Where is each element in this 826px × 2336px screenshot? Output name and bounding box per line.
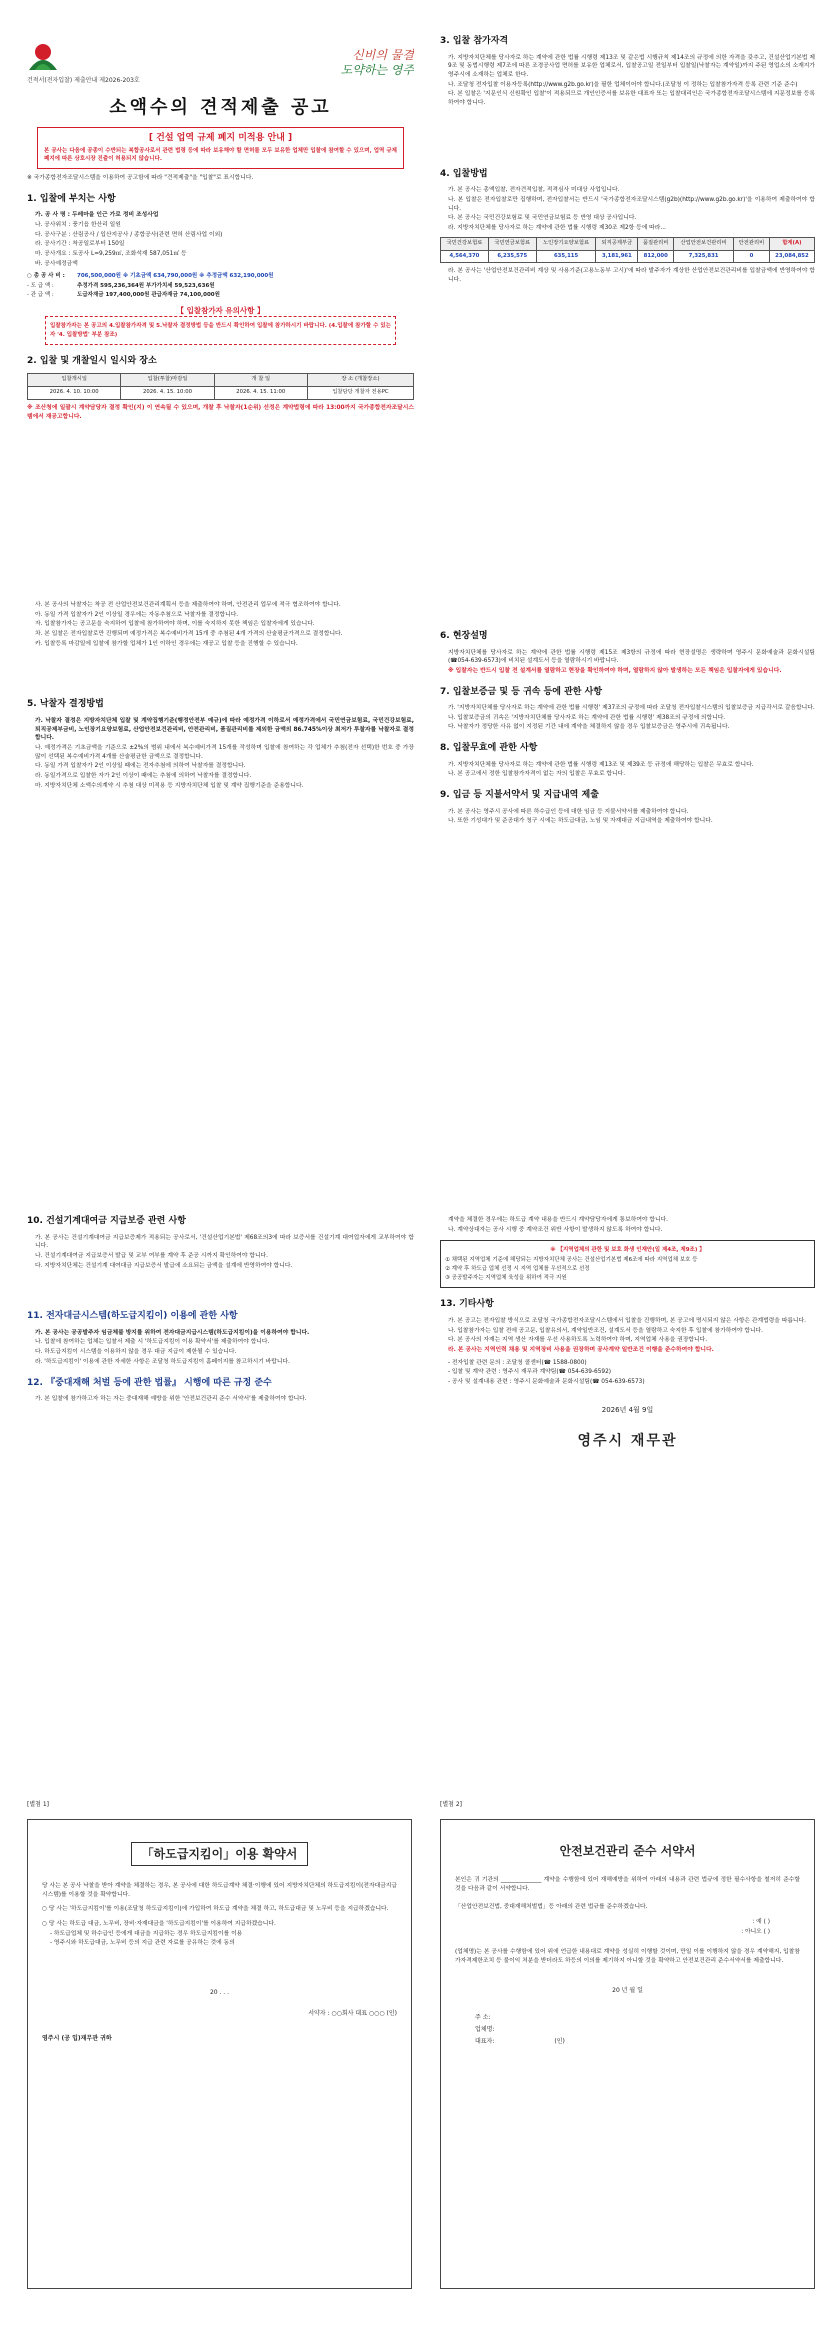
bid-schedule-table	[27, 373, 414, 400]
s5-line: 라. 동일가격으로 입찰한 자가 2인 이상이 때에는 추첨에 의하여 낙찰자를 결정합니다.	[35, 773, 252, 780]
answer-yes: : 예 ( )	[752, 1919, 770, 1926]
notice-box	[37, 127, 404, 169]
amount-row: ○ 총 공 사 비 : 706,500,000원 ※ 기초금액 634,790,000원 ※ 추정금액 632,190,000원	[27, 273, 274, 280]
s4-line: 나. 본 입찰은 전자입찰로만 집행하며, 전자입찰서는 반드시 '국가종합전자조달시스템(g2b)(http://www.g2b.go.kr)'을 이용하여 제출하여야 합니다.	[448, 196, 815, 212]
paragraph: (업체명)는 본 공사를 수행함에 있어 위에 언급한 내용대로 계약을 성실히 이행할 것이며, 만일 이를 이행하지 않을 경우 계약해지, 입찰참가자격제한조치 등 불이익 처분을 받더라도 하등의 이의를 제기하지 아니할 것을 확약하고 안전보건관리 준수서약서를 제출합니다.	[455, 1949, 800, 1965]
section-6-title: 6. 현장설명	[440, 631, 488, 641]
section-9-title: 9. 입금 등 지불서약서 및 지급내역 제출	[440, 790, 599, 800]
s7-line: 다. 낙찰자가 정당한 사유 없이 지정된 기간 내에 계약을 체결하지 않을 경우 입찰보증금은 영주시에 귀속됩니다.	[448, 724, 730, 731]
company-field: 업체명:	[475, 2025, 495, 2033]
notice-heading: [ 건설 업역 규제 폐지 미적용 안내 ]	[148, 133, 293, 143]
annex-label: [별첨 1]	[27, 1801, 49, 1808]
annex-2	[440, 1800, 815, 2310]
attention-body: 입찰참가자는 본 공고의 4.입찰참가자격 및 5.낙찰자 결정방법 등을 반드시 확인하여 입찰에 참가하시기 바랍니다. (4.입찰에 참가할 수 있는 자 '4. 입찰방법' 부분 참조)	[50, 323, 391, 338]
intro-note: ※ 국가종합전자조달시스템을 이용하여 공고함에 따라 "견적제출"을 "입찰"로 표시합니다.	[27, 175, 254, 181]
law-box-line: ③ 공공발주자는 지역업체 육성을 위하여 적극 지원	[445, 1275, 567, 1282]
table-cell: 입찰담당 개찰자 전용PC	[307, 387, 413, 400]
paragraph: 사. 본 공사의 낙찰자는 착공 전 산업안전보건관리계획서 등을 제출하여야 하며, 안전관리 업무에 적극 협조하여야 합니다.	[35, 602, 341, 608]
table-header: 국민연금보험료	[488, 237, 536, 250]
section-5-title: 5. 낙찰자 결정방법	[27, 699, 104, 710]
paragraph: 나. 계약상대자는 공사 시행 중 계약조건 위반 사항이 발생하지 않도록 하여야 합니다.	[448, 1226, 663, 1233]
attention-box	[45, 316, 396, 345]
section-10-title: 10. 건설기계대여금 지급보증 관련 사항	[27, 1216, 186, 1226]
doc-number: 건적서(전자입찰) 제출안내 제2026-203호	[27, 77, 140, 84]
s3-line: 나. 조달청 전자입찰 이용자등록(http://www.g2b.go.kr)을 필한 업체이어야 합니다.(조달청 이 정하는 입찰참가자격 등록 관련 기준 준수)	[448, 81, 798, 88]
section-3-title: 3. 입찰 참가자격	[440, 36, 509, 46]
s1-line: 나. 공사위치 : 풍기읍 한산리 일원	[35, 221, 121, 228]
page-lower-right	[440, 1215, 815, 1775]
paragraph: 본인은 귀 기관의 ______________ 계약을 수행함에 있어 재해예방을 위하여 아래의 내용과 관련 법규에 정한 필수사항을 철저히 준수할 것을 다음과 같이 서약합니다.	[455, 1877, 800, 1892]
s6-line: 지방자치단체를 당사자로 하는 계약에 관한 법률 시행령 제15조 제3항의 규정에 따라 현장설명은 생략하며 영주시 문화예술과 문화시설팀(☎054-639-6573)에 비치된 설계도서 등을 열람하시기 바랍니다.	[448, 649, 815, 665]
s10-line: 다. 지방자치단체는 건설기계 대여대금 지급보증서 발급에 소요되는 금액을 설계에 반영하여야 합니다.	[35, 1262, 293, 1269]
contact-line: - 전자입찰 관련 문의 : 조달청 콜센터(☎ 1588-0800)	[448, 1359, 587, 1366]
amounts	[27, 272, 414, 299]
table-cell: 3,181,961	[596, 250, 638, 263]
section-8-title: 8. 입찰무효에 관한 사항	[440, 743, 538, 754]
s6-line: ※ 입찰자는 반드시 입찰 전 설계서를 열람하고 현장을 확인하여야 하며, 열람하지 않아 발생하는 모든 책임은 입찰자에게 있습니다.	[448, 667, 782, 674]
s5-line: 다. 동일 가격 입찰자가 2인 이상일 때에는 전자추첨에 의하여 낙찰자를 결정합니다.	[35, 763, 246, 770]
table-cell: 2026. 4. 15. 11:00	[214, 387, 307, 400]
table-header: 안전관리비	[733, 237, 769, 250]
section-12-title: 12. 『중대재해 처벌 등에 관한 법률』 시행에 따른 규정 준수	[27, 1377, 272, 1388]
s1-line: 마. 공사개요 : 토공사 L=9,259㎡, 조화석재 587,051㎡ 등	[35, 250, 187, 257]
table-header: 국민건강보험료	[441, 237, 489, 250]
notice-date: 2026년 4월 9일	[601, 1405, 654, 1414]
yeongju-logo-icon	[27, 40, 59, 72]
s8-line: 가. 지방자치단체를 당사자로 하는 계약에 관한 법률 시행령 제13조 및 제39조 등 규정에 해당하는 입찰은 무효로 합니다.	[448, 761, 754, 768]
table-header: 개 찰 일	[214, 374, 307, 387]
s5-line: 마. 지방자치단체 소액수의계약 시 추첨 대상 미적용 등 지방자치단체 입찰 및 계약 집행기준을 준용합니다.	[35, 782, 304, 789]
table-header: 입찰개시일	[28, 374, 121, 387]
s10-line: 가. 본 공사는 건설기계대여금 지급보증제가 적용되는 공사로서, '건설산업기본법' 제68조의3에 따라 보증서를 건설기계 대여업자에게 교부하여야 합니다.	[35, 1234, 414, 1250]
insurance-table	[440, 237, 815, 264]
table-header: 합계(A)	[769, 237, 814, 250]
annex-date: 20 . . .	[209, 1989, 230, 1997]
table-cell: 0	[733, 250, 769, 263]
table-cell: 2026. 4. 15. 10:00	[121, 387, 214, 400]
s1-line: 다. 공사구분 : 산림공사 / 입산지공사 / 종합공사(관련 면허 산림사업 이외)	[35, 231, 223, 238]
annex-label: [별첨 2]	[440, 1801, 462, 1808]
table-cell: 635,115	[536, 250, 596, 263]
s10-line: 나. 건설기계대여금 지급보증서 발급 및 교부 여부를 계약 후 준공 시까지 확인하여야 합니다.	[35, 1252, 268, 1259]
s3-line: 가. 지방자치단체를 당사자로 하는 계약에 관한 법률 시행령 제13조 및 같은법 시행규칙 제14조의 규정에 의한 자격을 갖추고, 건설산업기본법 제9조 및 동법시행령 제7조에 따른 조경공사업 면허를 보유한 업체로서, 입찰공고일 전일부터 입찰일(낙찰자는 계약일)까지 주된 영업소의 소재지가 영주시에 소재하는 업체로 한다.	[448, 54, 815, 78]
paragraph: 계약을 체결한 경우에는 하도급 계약 내용을 반드시 계약담당자에게 통보하여야 합니다.	[448, 1217, 669, 1223]
table-cell: 812,000	[638, 250, 674, 263]
s1-line: 바. 공사예정금액	[35, 260, 78, 267]
s11-line: 나. 입찰에 참여하는 업체는 입찰서 제출 시 '하도급지킴이 이용 확약서'를 제출하여야 합니다.	[35, 1339, 270, 1346]
table-cell: 4,564,370	[441, 250, 489, 263]
annex-1	[27, 1800, 412, 2310]
paragraph: 당 사는 본 공사 낙찰을 받아 계약을 체결하는 경우, 본 공사에 대한 하도급계약 체결·이행에 있어 지방자치단체의 하도급지킴이(전자대금지급시스템)를 이용할 것을 확약합니다.	[42, 1883, 397, 1898]
s11-line: 가. 본 공사는 공공발주자 임금체불 방지를 위하여 전자대금지급시스템(하도급지킴이)을 이용하여야 합니다.	[35, 1329, 310, 1336]
page-middle-left	[27, 600, 414, 1160]
section-4-title: 4. 입찰방법	[440, 168, 488, 179]
s4-line: 다. 본 공사는 국민건강보험료 및 국민연금보험료 등 반영 대상 공사입니다.	[448, 215, 637, 222]
annex-1-box	[27, 1819, 412, 2289]
section-13-title: 13. 기타사항	[440, 1299, 494, 1310]
table-cell: 23,084,852	[769, 250, 814, 263]
issuing-org: 영주시 재무관	[577, 1433, 678, 1450]
annex-2-title: 안전보건관리 준수 서약서	[559, 1844, 696, 1858]
table-header: 품질관리비	[638, 237, 674, 250]
section-11-title: 11. 전자대금시스템(하도급지킴이) 이용에 관한 사항	[27, 1311, 238, 1322]
annex-2-box	[440, 1819, 815, 2289]
section-7-title: 7. 입찰보증금 및 등 귀속 등에 관한 사항	[440, 686, 603, 697]
law-box	[440, 1240, 815, 1288]
amount-row: - 도 급 액 : 추정가격 595,236,364원 부가가치세 59,523,636원	[27, 282, 215, 289]
s1-line: 라. 공사기간 : 착공일로부터 150일	[35, 241, 125, 248]
address-field: 주 소:	[475, 2013, 491, 2021]
s12-line: 가. 본 입찰에 참가하고자 하는 자는 중대재해 예방을 위한 '안전보건관리 준수 서약서'를 제출하여야 합니다.	[35, 1396, 307, 1402]
contact-line: - 공사 및 설계내용 관련 : 영주시 문화예술과 문화시설팀(☎ 054-639-6573)	[448, 1379, 645, 1385]
annex-item: - 영주시와 하도급대금, 노무비 등의 지급 관련 자료를 공유하는 것에 동의	[50, 1940, 235, 1947]
schedule-note: ※ 조산청에 일괄시 계약담당자 결정 확인(지) 이 연속될 수 있으며, 개찰 후 낙찰자(1순위) 선정은 계약법령에 따라 13:00까지 국가종합전자조달시스템에서 재공고합니다.	[27, 405, 414, 420]
s7-line: 나. 입찰보증금의 귀속은 '지방자치단체를 당사자로 하는 계약에 관한 법률 시행령' 제38조의 규정에 의합니다.	[448, 714, 726, 721]
s13-line: 나. 입찰참가자는 입찰 전에 공고문, 입찰유의서, 계약일반조건, 설계도서 등을 열람하고 숙지한 후 입찰에 참가하여야 합니다.	[448, 1327, 764, 1334]
paragraph: 카. 입찰등록 마감일에 입찰에 참가할 업체가 1인 이하인 경우에는 재공고 입찰 등을 진행할 수 있습니다.	[35, 640, 298, 647]
signer-block	[455, 2013, 800, 2046]
law-box-line: ② 계약 후 하도급 업체 선정 시 지역 업체를 우선적으로 선정	[445, 1265, 590, 1272]
annex-footer: 영주시 (공 입)재무관 귀하	[42, 2035, 112, 2043]
paragraph: 아. 동일 가격 입찰자가 2인 이상일 경우에는 자동추첨으로 낙찰자를 결정합니다.	[35, 611, 239, 618]
s3-line: 다. 본 입찰은 '지문인식 신원확인 입찰'이 적용되므로 개인인증서를 보유한 대표자 또는 입찰대리인은 국가종합전자조달시스템에 지문정보를 등록하여야 합니다.	[448, 91, 815, 106]
table-header: 퇴직공제부금	[596, 237, 638, 250]
slogan-line2: 도약하는 영주	[340, 62, 414, 77]
s13-line: 가. 본 공고는 전자입찰 방식으로 조달청 국가종합전자조달시스템에서 입찰을 진행하며, 본 공고에 명시되지 않은 사항은 관계법령을 따릅니다.	[448, 1317, 806, 1324]
annex-item: ○ 당 사는 '하도급지킴이'를 이용(조달청 하도급지킴이)에 가입하여 하도급 계약을 체결 하고, 하도급대금 및 노무비 등을 지급하겠습니다.	[42, 1906, 389, 1913]
s4-line: 라. 지방자치단체를 당사자로 하는 계약에 관한 법률 시행령 제30조 제2항 등에 따라...	[448, 224, 666, 231]
attention-heading: 【 입찰참가자 유의사항 】	[176, 306, 265, 316]
logo-block	[27, 40, 140, 85]
slogan-line1: 신비의 물결	[352, 48, 414, 63]
notice-body: 본 공사는 다음에 공종이 수반되는 복합공사로서 관련 법령 등에 따라 보유해야 할 면허를 모두 보유한 업체만 입찰에 참여할 수 있으며, 업역 규제 폐지에 따른 상호시장 진출이 허용되지 않습니다.	[44, 147, 397, 162]
law-box-line: ① 채택된 지역업체 기준에 해당되는 지방자치단체 공사는 건설산업기본법 제6조에 따라 지역업체 보호 등	[445, 1256, 698, 1263]
project-name: 가. 공 사 명 : 두레마을 인근 가로 정비 조성사업	[35, 212, 159, 219]
paragraph: 자. 입찰참가자는 공고문을 숙지하여 입찰에 참가하여야 하며, 이를 숙지하지 못한 책임은 입찰자에게 있습니다.	[35, 621, 315, 628]
page-top-right	[440, 35, 815, 575]
s11-line: 라. '하도급지킴이' 이용에 관한 자세한 사항은 조달청 하도급지킴이 홈페이지를 참고하시기 바랍니다.	[35, 1358, 290, 1365]
table-cell: 7,325,831	[674, 250, 734, 263]
law-box-title: ※ 【지역업체의 관한 및 보호 화생 인재안(일 제4조, 제9조) 】	[550, 1247, 705, 1254]
header	[27, 35, 414, 90]
annex-1-title: 「하도급지킴이」이용 확약서	[42, 1842, 397, 1866]
page-top-left	[27, 35, 414, 575]
s9-line: 나. 또한 기성대가 및 준공대가 청구 시에는 하도급대금, 노임 및 자재대금 지급내역을 제출하여야 합니다.	[448, 818, 713, 825]
s5-line: 가. 낙찰자 결정은 지방자치단체 입찰 및 계약집행기준(행정안전부 예규)에 따라 예정가격 이하로서 예정가격에서 국민연금보험료, 국민건강보험료, 퇴직공제부금비, 노인장기요양보험료, 산업안전보건관리비, 안전관리비, 품질관리비를 제외한 금액의 86.745%이상 최저가 투찰자를 낙찰자로 결정합니다.	[35, 717, 414, 742]
page-title: 소액수의 견적제출 공고	[109, 97, 332, 118]
page-middle-right	[440, 630, 815, 1130]
contact-line: - 입찰 및 계약 관련 : 영주시 재무과 계약팀(☎ 054-639-6592)	[448, 1369, 612, 1376]
ceo-field: 대표자: (인)	[475, 2037, 565, 2045]
table-header: 입찰(투찰)마감일	[121, 374, 214, 387]
table-cell: 6,235,575	[488, 250, 536, 263]
s11-line: 다. 하도급지킴이 시스템을 이용하지 않을 경우 대금 지급이 제한될 수 있습니다.	[35, 1349, 237, 1356]
table-header: 노인장기요양보험료	[536, 237, 596, 250]
annex-item: - 하도급업체 및 하수급인 등에게 대금을 지급하는 경우 하도급지킴이를 이용	[50, 1930, 243, 1937]
annex-item: ○ 당 사는 하도급 대금, 노무비, 장비·자재대금을 '하도급지킴이'를 이용하여 지급하겠습니다.	[42, 1921, 276, 1928]
table-header: 산업안전보건관리비	[674, 237, 734, 250]
amount-row: - 관 급 액 : 도급자재금 197,400,000원 관급자재금 74,100,000원	[27, 291, 220, 298]
table-header: 장 소 (개찰장소)	[307, 374, 413, 387]
s4-tail: 라. 본 공사는 '산업안전보건관리비 계상 및 사용기준(고용노동부 고시)'에 따라 발주자가 계상한 산업안전보건관리비를 입찰금액에 반영하여야 합니다.	[448, 268, 815, 284]
paragraph: 「산업안전보건법, 중대재해처벌법」등 아래의 관련 법규를 준수하겠습니다.	[455, 1904, 648, 1911]
s4-line: 가. 본 공사는 총액입찰, 전자견적입찰, 적격심사 미대상 사업입니다.	[448, 187, 620, 194]
section-2-title: 2. 입찰 및 개찰일시 일시와 장소	[27, 355, 157, 366]
section-1-title: 1. 입찰에 부치는 사항	[27, 193, 116, 204]
answer-no: : 아니오 ( )	[741, 1928, 770, 1935]
s8-line: 나. 본 공고에서 정한 입찰참가자격이 없는 자의 입찰은 무효로 합니다.	[448, 771, 626, 778]
seal-mark: (인)	[554, 2037, 565, 2045]
table-cell: 2026. 4. 10. 10:00	[28, 387, 121, 400]
annex-signer: 서약자 : ○○회사 대표 ○○○ (인)	[308, 2010, 397, 2018]
s13-line: 다. 본 공사의 자재는 지역 생산 자재를 우선 사용하도록 노력하여야 하며, 지역업체 사용을 권장합니다.	[448, 1337, 708, 1344]
s5-line: 나. 예정가격은 기초금액을 기준으로 ±2%의 범위 내에서 복수예비가격 15개를 작성하며 입찰에 참여하는 각 업체가 추첨(전자 선택)한 번호 중 가장 많이 선택된 복수예비가격 4개를 산술평균한 금액으로 결정합니다.	[35, 745, 414, 760]
s13-line: 라. 본 공사는 지역인력 채용 및 지역장비 사용을 권장하며 공사계약 일반조건 이행을 준수하여야 합니다.	[448, 1346, 714, 1353]
s9-line: 가. 본 공사는 영주시 공사에 따른 하수급인 등에 대한 임금 등 지불서약서를 제출하여야 합니다.	[448, 808, 689, 815]
annex-date: 20 년 월 일	[612, 1986, 643, 1994]
page-lower-left	[27, 1215, 414, 1775]
s7-line: 가. '지방자치단체를 당사자로 하는 계약에 관한 법률 시행령' 제37조의 규정에 따라 조달청 전자입찰시스템의 입찰보증금 지급각서로 갈음합니다.	[448, 705, 815, 712]
slogan	[341, 48, 414, 77]
paragraph: 차. 본 입찰은 전자입찰로만 진행되며 예정가격은 복수예비가격 15개 중 추첨된 4개 가격의 산술평균가격으로 결정합니다.	[35, 631, 343, 638]
